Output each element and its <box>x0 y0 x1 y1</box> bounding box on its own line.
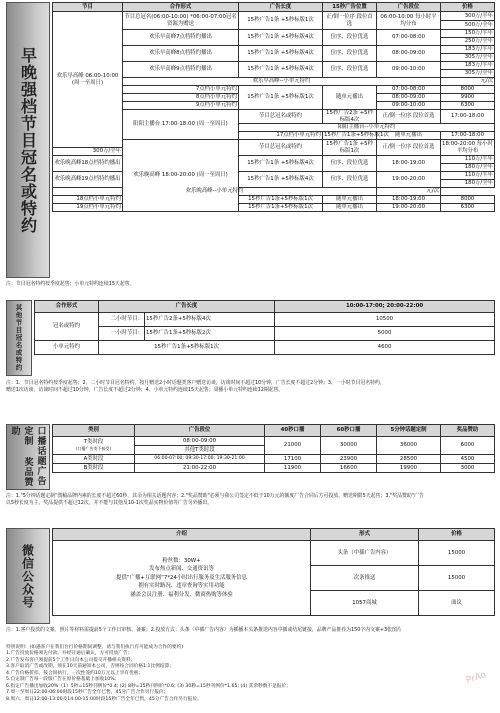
special-notes <box>6 645 494 703</box>
price-cell: 21000 <box>265 437 321 455</box>
faint-stamp-mark: PrAo <box>464 670 488 686</box>
table-cell: 19点档小单元特约 <box>53 204 123 212</box>
table-cell: 随单元播出 <box>323 204 377 212</box>
table-cell: 节目总冠名或特约 <box>239 140 323 156</box>
table-cell: 08:00-09:00 <box>377 46 441 62</box>
special-note-item: 3.客户取消广告或改期，须在10天前通知本公司，否则按合同价格1:1比例结算； <box>6 664 174 670</box>
price-cell: 23900 <box>321 455 377 464</box>
unit-cell: 元/次 <box>441 78 495 86</box>
table-cell: 位序、段位优选 <box>323 172 377 188</box>
price-cell: 8000 <box>441 196 495 204</box>
section-side-label: 早晚强档节目冠名或特约 <box>6 2 50 278</box>
col-prize: 奖品赞助 <box>441 425 495 437</box>
table-cell: 08:00-09:00 <box>135 437 265 446</box>
col-timeslot: 10:00-17:00; 20:00-22:00 <box>275 301 495 313</box>
col-form: 形式 <box>311 529 419 541</box>
table-cell: 次条推送 <box>311 566 419 591</box>
table-cell: 冠名或特约 <box>35 313 99 341</box>
table-cell: 小单元特约 <box>35 341 99 355</box>
special-note-item: 1.广告投放价格须先付款，并经开通后确认，方可投放广告； <box>6 651 133 657</box>
table-cell: 欢乐早高峰8点档特约播出 <box>123 46 239 62</box>
price-cell: 500万/全年 <box>441 21 495 30</box>
table-cell: 15秒广告2条 +5秒标版4次 <box>323 110 377 124</box>
table-cell: 15秒广告1条+5秒标版1次 <box>99 341 275 355</box>
table-cell: 18:00-20:00 每小时平均分布 <box>442 141 493 154</box>
table-cell: 欢乐早高峰9点档特约播出 <box>123 62 239 78</box>
price-cell: 3000 <box>441 464 495 473</box>
table-cell: 15秒广告1条 +5秒标版1次 <box>239 86 323 110</box>
table-cell: 正/倒一位序 段位首选 <box>323 12 377 30</box>
special-note-item: 6.指定广告播出加收20%（1）5秒=15秒刊例价*0.4; (2) 8秒=15秒刊例价*0.6; (3) 30秒=15秒刊例价*1.65; (4) 其余秒数不足报价； <box>6 683 291 689</box>
table-cell: 节目总冠名(06:00-10:00) *06:00-07:00冠名资源为赠送 <box>123 12 239 30</box>
table-cell: 18:00-19:00 <box>377 196 441 204</box>
table-cell: 欢乐早高峰7点档特约播出 <box>123 30 239 46</box>
sponsorship-table <box>52 2 495 212</box>
table-cell: 17:00-18:00 <box>441 132 495 140</box>
table-cell: 15秒广告1条+5秒标版1次 <box>324 132 389 139</box>
special-note-item: 8.周六、周日12:00-13:00及14:00-15:00时段15秒广告全年已售，45分广告合作另行报价。 <box>6 696 202 702</box>
table-cell: 15秒广告1条+5秒标版1次 <box>239 196 323 204</box>
special-note-item: 2.广告发布客户须提前5个工作日向本公司提交开播相关资料； <box>6 657 136 663</box>
section-title-sponsorship <box>6 2 494 278</box>
table-cell: 随单元播出 <box>323 86 377 110</box>
col-category: 类别 <box>53 425 135 437</box>
price-cell: 4500 <box>441 455 495 464</box>
program-cell: 欢乐早高峰 06:00-10:00 (周一至周日) <box>53 12 123 148</box>
table-cell: 头条（中插广告内容） <box>311 541 419 566</box>
special-note-item: 4.广告价格折扣，按合同执行，一次性签约10万元以上享有优惠； <box>6 670 144 676</box>
section-side-label: 其他节目冠名或特约 <box>6 300 32 376</box>
price-cell: 110万/半年 <box>441 156 495 164</box>
intro-cell: 粉丝数：30W+ 发布热点新闻、交通资讯等 提供“广播+互联网”7*24小时出行服务及生活服务信息 拥有实时路况、违章查询等实用功能 涵盖会员注册、福利分发、微商热购等体验 <box>53 541 311 616</box>
table-cell: 19:00-20:00 <box>377 172 441 188</box>
table-cell: 位序、段位优选 <box>323 156 377 172</box>
other-sponsorship-table <box>34 300 495 355</box>
price-cell: 5000 <box>275 327 495 341</box>
table-cell: 欢乐晚高峰18点档特约播出 <box>53 156 123 172</box>
section-note: 注：节目冠名特约按季度起售；小单元特约连续15天起售。 <box>6 281 135 287</box>
section-other-sponsorship <box>6 300 494 376</box>
table-cell: 15秒广告1条 +5秒标版4次 <box>239 30 323 46</box>
col-length: 广告长度 <box>99 301 275 313</box>
col-position: 15秒广告位置 <box>323 3 377 12</box>
table-cell: 21:00-22:00 <box>135 464 265 473</box>
table-cell: 08:00-09:00 <box>377 94 441 102</box>
table-cell: 9点档小单元特约 <box>123 102 239 110</box>
section-voice-ads <box>6 424 494 490</box>
col-5min: 5分钟话题定制 <box>377 425 441 437</box>
col-program: 节目 <box>53 3 123 12</box>
col-price: 价格 <box>441 3 495 12</box>
program-cell: 阳阳主播台 17:00-18:00 (周一至周日) <box>123 110 239 140</box>
price-cell: 30000 <box>321 437 377 455</box>
subsection-header: 欢乐晚高峰--小单元特约 <box>53 188 377 196</box>
table-cell: 位序、段位优选 <box>323 30 377 46</box>
table-cell: 17:00-18:00 <box>441 110 495 124</box>
table-cell: 07:00-08:00 <box>377 30 441 46</box>
table-cell: B类时段 <box>53 464 135 473</box>
table-cell: 位序、段位优选 <box>323 46 377 62</box>
table-cell: 欢乐晚高峰19点档特约播出 <box>53 172 123 188</box>
table-cell: 18:00-19:00 <box>377 156 441 172</box>
price-cell: 10500 <box>275 313 495 327</box>
section-side-label: 口播话题广告定制 奖品赞助 <box>6 424 50 490</box>
price-cell: 110万/半年 <box>441 172 495 180</box>
table-cell: 随单元播出 <box>377 132 441 140</box>
voice-ads-table <box>52 424 495 473</box>
price-cell: 180万/全年 <box>441 164 495 172</box>
price-cell: 180万/全年 <box>441 180 495 188</box>
subsection-header: 阳阳主播台--小单元特约 <box>239 124 495 132</box>
table-cell: 一小时节目： <box>99 327 145 341</box>
price-cell: 面议 <box>419 591 495 616</box>
table-cell: 15秒广告1条+5秒标版1次 <box>239 204 323 212</box>
table-cell: T类时段 (口播广告类不接受) <box>53 437 135 455</box>
table-cell: 15秒广告1条 +5秒标版1次 <box>323 140 377 156</box>
table-cell: 06:00-07:00; 09:30-17:00; 19:30-21:00 <box>135 455 265 464</box>
subsection-header: 欢乐早高峰--小单元特约 <box>123 78 441 86</box>
table-cell: 8点档小单元特约 <box>123 94 239 102</box>
wechat-table <box>52 528 495 616</box>
section-note: 注：1."5分钟话题定制"图稿品牌内素的长度不超过60秒，其余为相关话题内容；2."奖品赞助"必须与我公司签定不低于10万元的额度广告合同后方可投放，赠送期限5天起售；3."奖品赞助"广告 以5秒长度为主，奖品提供不超过12次，并不能与其他及10-1次奖品实物价值等广告另外播出。 <box>6 493 424 506</box>
table-cell: 07:00-08:00 <box>377 86 441 94</box>
table-cell: 15秒广告1条 +5秒标版4次 <box>239 156 323 172</box>
price-cell: 8000 <box>441 86 495 94</box>
table-cell: 09:00-10:00 <box>377 62 441 78</box>
program-cell: 欢乐晚高峰 18:00-20:00 (周一至周日) <box>123 140 239 212</box>
col-segment: 广告段位 <box>135 425 265 437</box>
table-cell: 节目总冠名或特约 <box>239 110 323 124</box>
section-side-label: 微信公众号 <box>6 528 50 624</box>
table-cell: 15秒广告1条 +5秒标版1次 <box>239 12 323 30</box>
table-cell: 09:00-10:00 <box>377 102 441 110</box>
price-cell: 250万/全年 <box>441 38 495 46</box>
special-note-item: 5.自定制广告每一段版广告在原价格基础上加收10%； <box>6 677 120 683</box>
col-60s: 60秒口播 <box>321 425 377 437</box>
price-cell: 11900 <box>265 464 321 473</box>
table-cell: 15秒广告1条 +5秒标版4次 <box>239 62 323 78</box>
price-cell: 16600 <box>321 464 377 473</box>
special-note-item: 7.周一至周日22:00-06:00时段15秒广告全年已售，45分广告合作另行报价； <box>6 690 169 696</box>
price-cell: 15000 <box>419 541 495 566</box>
unit-cell: 元/次 <box>377 188 441 196</box>
table-cell: 正/倒一位序 段位首选 <box>377 140 441 156</box>
price-cell: 6000 <box>441 437 495 455</box>
table-cell: 位序、段位优选 <box>323 62 377 78</box>
price-cell: 15000 <box>419 566 495 591</box>
table-cell: 随单元播出 <box>323 196 377 204</box>
price-cell: 183万/半年 <box>441 46 495 54</box>
price-cell: 300万/全年 <box>53 148 123 156</box>
price-cell: 17100 <box>265 455 321 464</box>
table-cell: 06:00-10:00 每小时平均分布 <box>377 12 441 30</box>
table-cell: 17点档小单元特约 <box>239 132 323 140</box>
section-note: 注：1.客户投放的文案、照片等材料需提前5个工作日审核、备案；2.投放方式：头条（中插广告内容）为插播本头条推送内容中插或结尾链接，品牌产品推荐为150字内文案+3张图片 <box>6 627 402 633</box>
price-cell: 300万/半年 <box>441 12 495 21</box>
table-cell: 7点档小单元特约 <box>123 86 239 94</box>
table-cell: 19:00-20:00 <box>377 204 441 212</box>
table-cell: 二小时节目： <box>99 313 145 327</box>
price-cell: 6300 <box>441 102 495 110</box>
table-cell: 其他T类时段 <box>135 446 265 455</box>
col-price: 价格 <box>419 529 495 541</box>
col-intro: 介绍 <box>53 529 311 541</box>
special-notes-title: 特别说明：(如遇客户在我们台行价格期间调整，请与我们执行有可能成为合作的要约) <box>6 645 184 650</box>
table-cell: 15秒广告1条+5秒标版2次 <box>145 327 275 341</box>
table-cell: 15秒广告1条 +5秒标版4次 <box>239 46 323 62</box>
section-note: 注：1、节目冠名特约按季度起售；2、二小时节目冠名特约，按月赠送2小时话题类客户赠送访谈，访谈时间不超过10分钟，广告长度不超过2分钟；3、一小时节目冠名特约， 赠送1次访谈，访谈时间不超过10分钟，广告长度不超过2分钟；4、小单元特约连续15天起售；周播小单元特约连续12期起售。 <box>6 380 385 393</box>
table-cell: 1057商城 <box>311 591 419 616</box>
price-cell: 305万/全年 <box>441 70 495 78</box>
table-cell: 15秒广告1条 +5秒标版4次 <box>239 172 323 188</box>
price-cell: 150万/半年 <box>441 30 495 38</box>
table-cell: 15秒广告2条+5秒标版4次 <box>145 313 275 327</box>
price-cell: 36000 <box>377 437 441 455</box>
price-cell: 9900 <box>441 94 495 102</box>
price-cell: 4600 <box>275 341 495 355</box>
price-cell: 6300 <box>441 204 495 212</box>
price-cell: 19900 <box>377 464 441 473</box>
col-form: 合作形式 <box>35 301 99 313</box>
price-cell: 305万/全年 <box>441 54 495 62</box>
col-form: 合作形式 <box>123 3 239 12</box>
table-cell: 18点档小单元特约 <box>53 196 123 204</box>
table-cell: A类时段 <box>53 455 135 464</box>
price-cell: 183万/半年 <box>441 62 495 70</box>
table-cell: 正/倒一位序 段位首选 <box>377 110 441 124</box>
col-segment: 广告段位 <box>377 3 441 12</box>
col-40s: 40秒口播 <box>265 425 321 437</box>
section-wechat <box>6 528 494 624</box>
price-cell: 28500 <box>377 455 441 464</box>
col-length: 广告长度 <box>239 3 323 12</box>
